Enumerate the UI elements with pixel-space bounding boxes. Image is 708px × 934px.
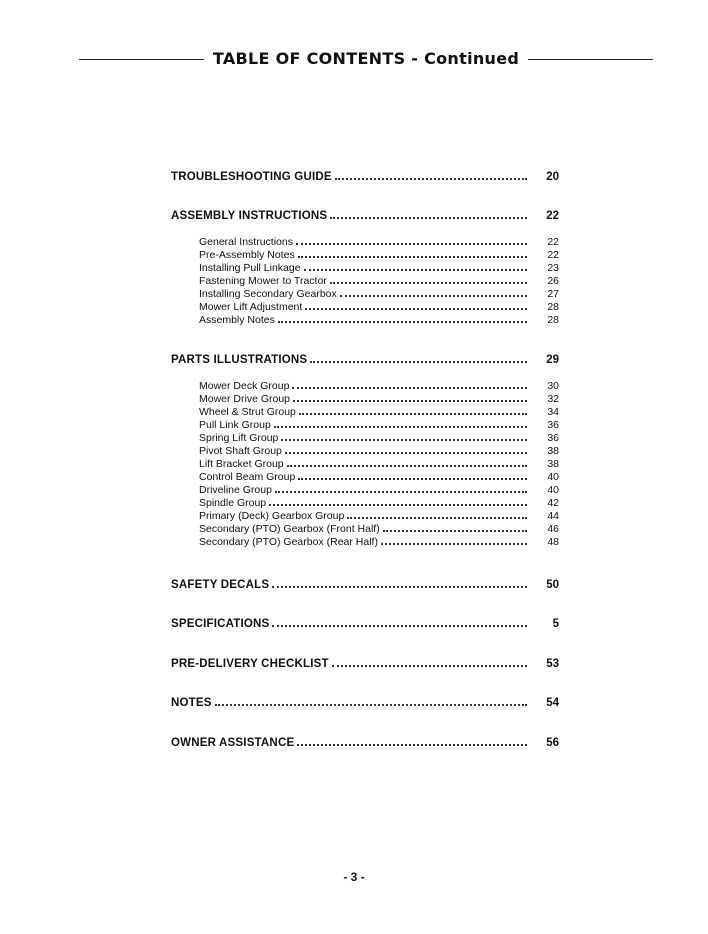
toc-subentry-lift-bracket-group[interactable] — [199, 457, 559, 470]
toc-subentry-label: General Instructions — [199, 236, 293, 248]
toc-entry-page: 22 — [546, 210, 559, 222]
toc-entry-page: 53 — [546, 658, 559, 670]
dot-leader — [299, 405, 527, 415]
toc-entry-label: ASSEMBLY INSTRUCTIONS — [171, 210, 328, 222]
toc-subentry-secondary-gearbox-rear[interactable] — [199, 535, 559, 548]
dot-leader — [347, 509, 527, 519]
toc-entry-label: PARTS ILLUSTRATIONS — [171, 354, 308, 366]
dot-leader — [274, 418, 527, 428]
toc-subentry-spring-lift-group[interactable] — [199, 431, 559, 444]
toc-subentry-page: 42 — [547, 497, 559, 509]
toc-subentry-page: 26 — [547, 275, 559, 287]
toc-subentry-label: Lift Bracket Group — [199, 458, 284, 470]
toc-subentry-page: 38 — [547, 458, 559, 470]
dot-leader — [272, 578, 527, 588]
dot-leader — [305, 300, 527, 310]
toc-subentry-fastening-mower[interactable] — [199, 274, 559, 287]
dot-leader — [381, 535, 527, 545]
dot-leader — [293, 392, 527, 402]
toc-subentry-label: Control Beam Group — [199, 471, 296, 483]
toc-subentry-label: Pivot Shaft Group — [199, 445, 282, 457]
page-title: TABLE OF CONTENTS - Continued — [212, 49, 520, 68]
dot-leader — [310, 353, 527, 363]
toc-subentry-spindle-group[interactable] — [199, 496, 559, 509]
toc-subentry-page: 40 — [547, 484, 559, 496]
toc-subentry-pre-assembly-notes[interactable] — [199, 248, 559, 261]
toc-entry-label: SAFETY DECALS — [171, 579, 270, 591]
toc-subentry-page: 44 — [547, 510, 559, 522]
page-number: - 3 - — [343, 870, 365, 884]
dot-leader — [272, 617, 527, 627]
toc-subentry-mower-drive-group[interactable] — [199, 392, 559, 405]
toc-entry-label: TROUBLESHOOTING GUIDE — [171, 171, 332, 183]
dot-leader — [383, 522, 527, 532]
dot-leader — [335, 170, 527, 180]
dot-leader — [340, 287, 527, 297]
toc-entry-page: 20 — [546, 171, 559, 183]
toc-subentry-label: Driveline Group — [199, 484, 272, 496]
toc-entry-page: 54 — [546, 697, 559, 709]
toc-subentry-pivot-shaft-group[interactable] — [199, 444, 559, 457]
toc-subentry-page: 48 — [547, 536, 559, 548]
toc-subentry-page: 40 — [547, 471, 559, 483]
toc-subentry-page: 23 — [547, 262, 559, 274]
toc-subentry-wheel-strut-group[interactable] — [199, 405, 559, 418]
toc-entry-specifications[interactable] — [171, 614, 559, 630]
toc-subentry-label: Installing Pull Linkage — [199, 262, 301, 274]
toc-subentry-secondary-gearbox-front[interactable] — [199, 522, 559, 535]
toc-subentry-label: Mower Lift Adjustment — [199, 301, 303, 313]
dot-leader — [332, 657, 527, 667]
toc-subentry-label: Mower Deck Group — [199, 380, 290, 392]
title-row — [0, 49, 708, 73]
dot-leader — [298, 470, 527, 480]
toc-entry-parts-illustrations[interactable] — [171, 350, 559, 366]
toc-subentry-mower-deck-group[interactable] — [199, 379, 559, 392]
dot-leader — [297, 736, 527, 746]
toc-subentry-page: 28 — [547, 314, 559, 326]
dot-leader — [278, 313, 527, 323]
toc-subentry-label: Primary (Deck) Gearbox Group — [199, 510, 345, 522]
toc-subentry-page: 27 — [547, 288, 559, 300]
dot-leader — [330, 274, 527, 284]
toc-subentry-driveline-group[interactable] — [199, 483, 559, 496]
toc-subentry-page: 22 — [547, 249, 559, 261]
toc-subentry-control-beam-group[interactable] — [199, 470, 559, 483]
toc-subentry-assembly-notes[interactable] — [199, 313, 559, 326]
toc-entry-pre-delivery-checklist[interactable] — [171, 654, 559, 670]
toc-subentry-label: Secondary (PTO) Gearbox (Rear Half) — [199, 536, 378, 548]
toc-subentry-label: Secondary (PTO) Gearbox (Front Half) — [199, 523, 380, 535]
toc-subentry-primary-gearbox-group[interactable] — [199, 509, 559, 522]
toc-subentry-page: 32 — [547, 393, 559, 405]
toc-entry-notes[interactable] — [171, 693, 559, 709]
dot-leader — [275, 483, 527, 493]
toc-subentry-label: Wheel & Strut Group — [199, 406, 296, 418]
title-rule-left — [79, 59, 204, 60]
dot-leader — [298, 248, 527, 258]
toc-subentry-page: 34 — [547, 406, 559, 418]
toc-entry-label: SPECIFICATIONS — [171, 618, 270, 630]
toc-subentry-installing-secondary-gearbox[interactable] — [199, 287, 559, 300]
toc-subentry-mower-lift-adjustment[interactable] — [199, 300, 559, 313]
title-rule-right — [528, 59, 653, 60]
toc-subentry-label: Spindle Group — [199, 497, 267, 509]
toc-entry-page: 29 — [546, 354, 559, 366]
toc-subentry-page: 30 — [547, 380, 559, 392]
toc-subentry-page: 36 — [547, 432, 559, 444]
toc-entry-label: NOTES — [171, 697, 212, 709]
toc-entry-label: OWNER ASSISTANCE — [171, 737, 295, 749]
dot-leader — [269, 496, 527, 506]
toc-entry-assembly[interactable] — [171, 206, 559, 222]
toc-entry-owner-assistance[interactable] — [171, 733, 559, 749]
toc-entry-safety-decals[interactable] — [171, 575, 559, 591]
toc-entry-troubleshooting[interactable] — [171, 167, 559, 183]
toc-subentry-installing-pull-linkage[interactable] — [199, 261, 559, 274]
dot-leader — [292, 379, 527, 389]
toc-subentry-label: Installing Secondary Gearbox — [199, 288, 337, 300]
dot-leader — [281, 431, 527, 441]
toc-subentry-label: Pull Link Group — [199, 419, 271, 431]
toc-subentry-label: Pre-Assembly Notes — [199, 249, 295, 261]
toc-subentry-page: 28 — [547, 301, 559, 313]
toc-subentry-page: 38 — [547, 445, 559, 457]
toc-subentry-label: Assembly Notes — [199, 314, 275, 326]
toc-subentry-label: Mower Drive Group — [199, 393, 291, 405]
toc-entry-page: 5 — [552, 618, 559, 630]
toc-subentry-label: Fastening Mower to Tractor — [199, 275, 327, 287]
toc-entry-label: PRE-DELIVERY CHECKLIST — [171, 658, 329, 670]
toc-subentry-pull-link-group[interactable] — [199, 418, 559, 431]
toc-subentry-general-instructions[interactable] — [199, 235, 559, 248]
dot-leader — [287, 457, 527, 467]
dot-leader — [296, 235, 527, 245]
toc-subentry-page: 22 — [547, 236, 559, 248]
dot-leader — [330, 209, 527, 219]
toc-entry-page: 50 — [546, 579, 559, 591]
toc-subentry-page: 36 — [547, 419, 559, 431]
dot-leader — [285, 444, 527, 454]
dot-leader — [215, 696, 527, 706]
toc-subentry-label: Spring Lift Group — [199, 432, 279, 444]
dot-leader — [304, 261, 527, 271]
toc-entry-page: 56 — [546, 737, 559, 749]
toc-subentry-page: 46 — [547, 523, 559, 535]
